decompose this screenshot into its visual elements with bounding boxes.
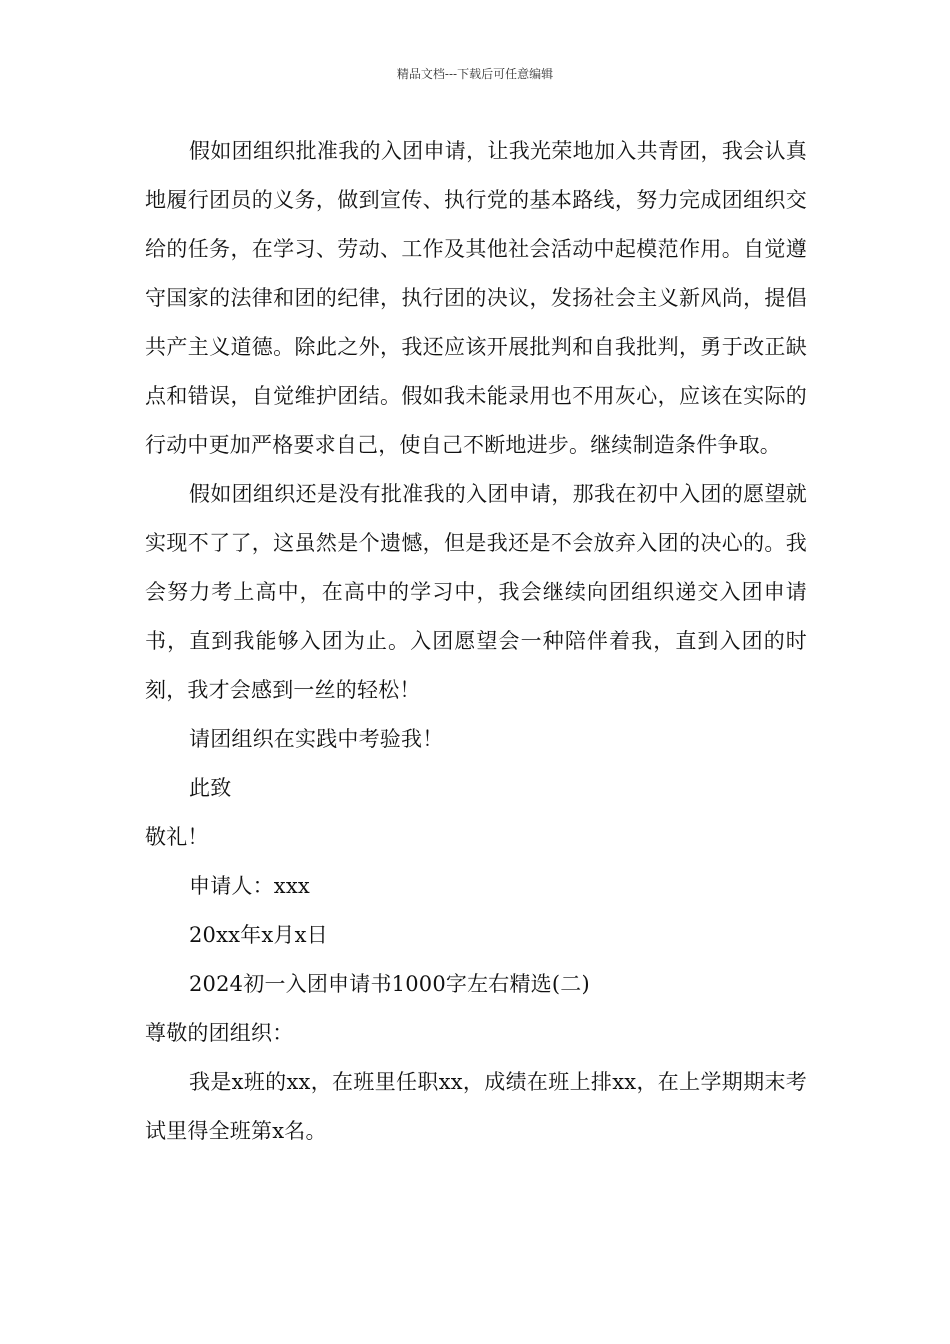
salutation: 尊敬的团组织： bbox=[145, 1021, 294, 1045]
signature-applicant: 申请人：xxx bbox=[189, 874, 310, 898]
closing-cizhi: 此致 bbox=[189, 776, 232, 800]
signature-date: 20xx年x月x日 bbox=[189, 923, 328, 947]
section-title-two: 2024初一入团申请书1000字左右精选(二) bbox=[189, 972, 590, 996]
paragraph-request-test: 请团组织在实践中考验我！ bbox=[189, 727, 444, 751]
paragraph-join-commitment: 假如团组织批准我的入团申请，让我光荣地加入共青团，我会认真地履行团员的义务，做到宣传、执行党的基本路线，努力完成团组织交给的任务，在学习、劳动、工作及其他社会活动中起模范作用。自觉遵守国家的法律和团的纪律，执行团的决议，发扬社会主义新风尚，提倡共产主义道德。除此之外，我还应该开展批判和自我批判，勇于改正缺点和错误，自觉维护团结。假如我未能录用也不用灰心，应该在实际的行动中更加严格要求自己，使自己不断地进步。继续制造条件争取。 bbox=[145, 139, 807, 457]
paragraph-if-rejected: 假如团组织还是没有批准我的入团申请，那我在初中入团的愿望就实现不了了，这虽然是个遗憾，但是我还是不会放弃入团的决心的。我会努力考上高中，在高中的学习中，我会继续向团组织递交入团申请书，直到我能够入团为止。入团愿望会一种陪伴着我，直到入团的时刻，我才会感到一丝的轻松！ bbox=[145, 482, 807, 702]
paragraph-self-intro: 我是x班的xx，在班里任职xx，成绩在班上排xx，在上学期期末考试里得全班第x名。 bbox=[145, 1070, 807, 1143]
document-body bbox=[145, 127, 807, 1156]
closing-jingli: 敬礼！ bbox=[145, 825, 209, 849]
page-header-note: 精品文档---下载后可任意编辑 bbox=[396, 67, 554, 81]
